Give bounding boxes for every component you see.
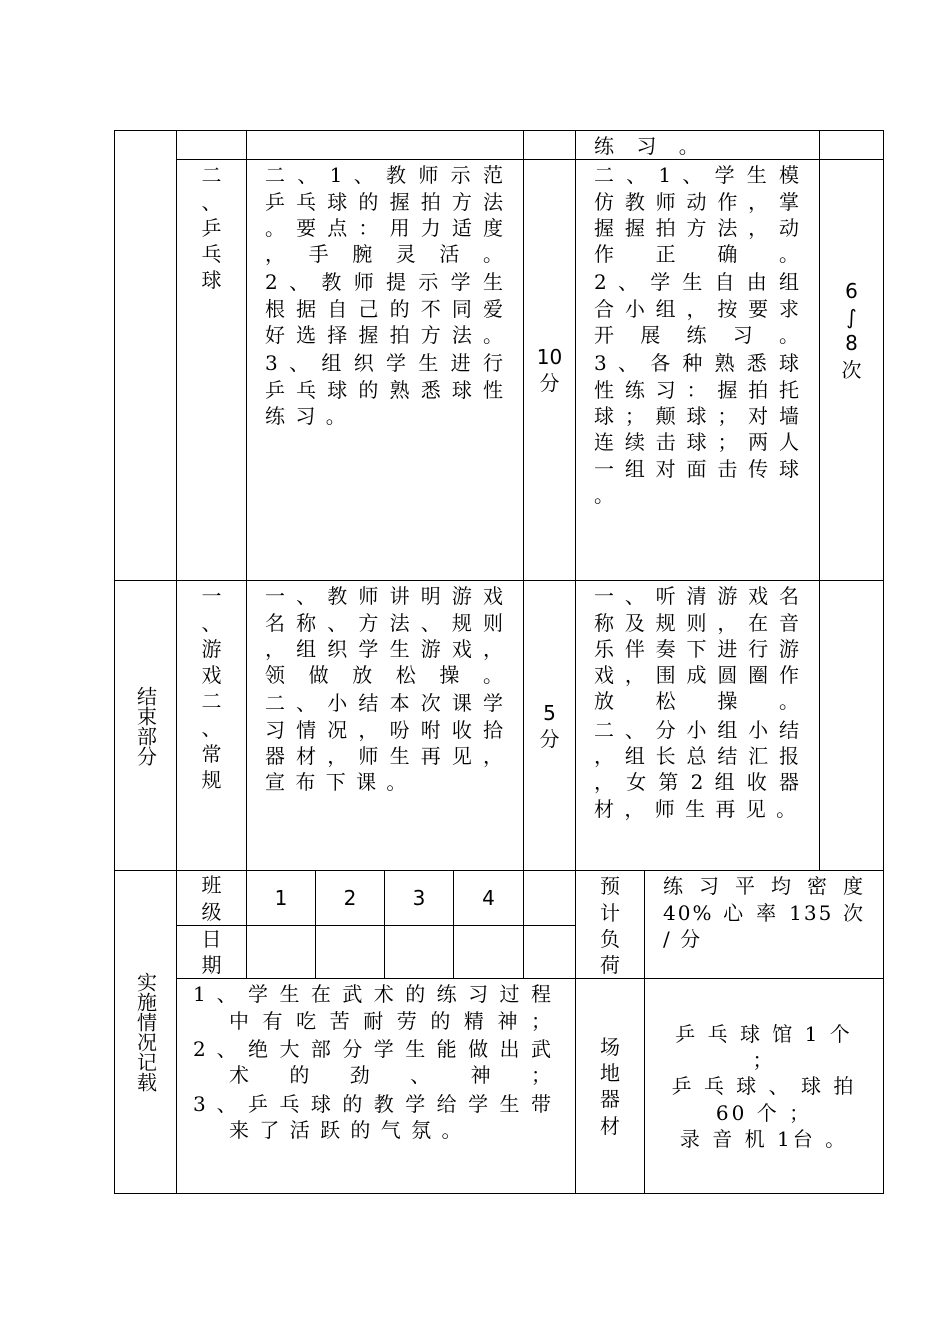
equipment-2: 乒 乓 球 、 球 拍 60 个 ； xyxy=(671,1074,857,1125)
date-label: 日 期 xyxy=(201,926,222,978)
content-cell-top xyxy=(177,131,247,160)
class-2: 2 xyxy=(343,885,357,910)
class-4: 4 xyxy=(482,885,495,910)
time-ending: 5 分 xyxy=(539,700,560,751)
time-cell-pingpong xyxy=(524,160,576,581)
date-1-cell xyxy=(247,925,316,979)
student-end-1: 一 、 听 清 游 戏 名 称 及 规 则 ， 在 音 乐 伴 奏 下 进 行 游 戏 ， 围 成 圆 圈 作 放 松 操 。 xyxy=(594,584,801,714)
content-cell-ending xyxy=(177,581,247,871)
load-label-cell xyxy=(576,871,645,979)
pingpong-row xyxy=(115,160,884,581)
note-3: 3 、 乒 乓 球 的 教 学 给 学 生 带 来 了 活 跃 的 气 氛 。 xyxy=(193,1091,553,1142)
equipment-label: 场 地 器 材 xyxy=(600,1034,620,1138)
student-step-1: 二 、 1 、 学 生 模 仿 教 师 动 作 ， 掌 握 握 拍 方 法 ， 动 作 正 确 。 xyxy=(594,163,801,267)
student-cell-pingpong xyxy=(576,160,820,581)
time-pingpong: 10 分 xyxy=(536,345,563,396)
count-pingpong: 6 ∫ 8 次 xyxy=(841,278,862,382)
notes-cell xyxy=(177,979,576,1194)
content-ending: 一 、 游 戏 二 、 常 规 xyxy=(201,584,222,793)
content-cell-pingpong xyxy=(177,160,247,581)
time-cell-ending xyxy=(524,581,576,871)
note-1: 1 、 学 生 在 武 术 的 练 习 过 程 中 有 吃 苦 耐 劳 的 精 神 ； xyxy=(193,982,553,1033)
section-ending: 结束部分 xyxy=(133,685,158,766)
section-record: 实施情况记载 xyxy=(133,972,158,1093)
class-empty-cell xyxy=(524,871,576,926)
equipment-1: 乒 乓 球 馆 1 个 ； xyxy=(675,1021,853,1073)
student-step-2: 2 、 学 生 自 由 组 合 小 组 ， 按 要 求 开 展 练 习 。 xyxy=(594,270,801,348)
student-cell-top xyxy=(576,131,820,160)
date-4-cell xyxy=(454,925,524,979)
teacher-cell-ending xyxy=(247,581,524,871)
date-3-cell xyxy=(385,925,454,979)
class-3: 3 xyxy=(412,885,426,910)
class-1: 1 xyxy=(274,885,288,910)
teacher-cell-pingpong xyxy=(247,160,524,581)
teacher-step-2: 2 、 教 师 提 示 学 生 根 据 自 己 的 不 同 爱 好 选 择 握 拍 方 法 。 xyxy=(265,270,505,348)
class-label: 班 级 xyxy=(201,873,222,924)
content-pingpong: 二 、 乒 乓 球 xyxy=(201,163,222,293)
note-2: 2 、 绝 大 部 分 学 生 能 做 出 武 术 的 劲 、 神 ； xyxy=(193,1037,553,1088)
teacher-end-1: 一 、 教 师 讲 明 游 戏 名 称 、 方 法 、 规 则 ， 组 织 学 生 游 戏 ， 领 做 放 松 操 。 xyxy=(265,584,505,688)
student-step-3: 3 、 各 种 熟 悉 球 性 练 习 ： 握 拍 托 球 ； 颠 球 ； 对 墙 连 续 击 球 ； 两 人 一 组 对 面 击 传 球 。 xyxy=(594,351,801,507)
teacher-step-3: 3 、 组 织 学 生 进 行 乒 乓 球 的 熟 悉 球 性 练 习 。 xyxy=(265,351,505,428)
load-text-cell xyxy=(645,871,884,979)
class-3-cell xyxy=(385,871,454,926)
class-2-cell xyxy=(316,871,385,926)
record-row xyxy=(115,979,884,1194)
time-cell-top xyxy=(524,131,576,160)
equipment-label-cell xyxy=(576,979,645,1194)
teacher-end-2: 二 、 小 结 本 次 课 学 习 情 况 ， 吩 咐 收 拾 器 材 ， 师 生 再 见 ， 宣 布 下 课 。 xyxy=(265,691,505,795)
continuation-row xyxy=(115,131,884,160)
load-text: 练 习 平 均 密 度 40% 心 率 135 次 / 分 xyxy=(663,874,865,951)
date-2-cell xyxy=(316,925,385,979)
lesson-plan-table xyxy=(114,130,884,1194)
class-row xyxy=(115,871,884,926)
equipment-cell xyxy=(645,979,884,1194)
count-cell-ending xyxy=(820,581,884,871)
load-label: 预 计 负 荷 xyxy=(600,874,620,978)
class-1-cell xyxy=(247,871,316,926)
teacher-step-1: 二 、 1 、 教 师 示 范 乒 乓 球 的 握 拍 方 法 。 要 点 ： 用 力 适 度 ， 手 腕 灵 活 。 xyxy=(265,163,505,267)
ending-row xyxy=(115,581,884,871)
class-label-cell xyxy=(177,871,247,926)
student-end-2: 二 、 分 小 组 小 结 ， 组 长 总 结 汇 报 ， 女 第 2 组 收 器 材 ， 师 生 再 见 。 xyxy=(594,717,801,821)
student-cell-ending xyxy=(576,581,820,871)
count-cell-pingpong xyxy=(820,160,884,581)
teacher-cell-top xyxy=(247,131,524,160)
date-label-cell xyxy=(177,925,247,979)
date-empty-cell xyxy=(524,925,576,979)
section-cell-record xyxy=(115,871,177,1194)
class-4-cell xyxy=(454,871,524,926)
section-cell-top xyxy=(115,131,177,581)
student-text-top: 练 习 。 xyxy=(594,134,707,158)
equipment-3: 录 音 机 1台 。 xyxy=(679,1126,849,1151)
section-cell-ending xyxy=(115,581,177,871)
count-cell-top xyxy=(820,131,884,160)
